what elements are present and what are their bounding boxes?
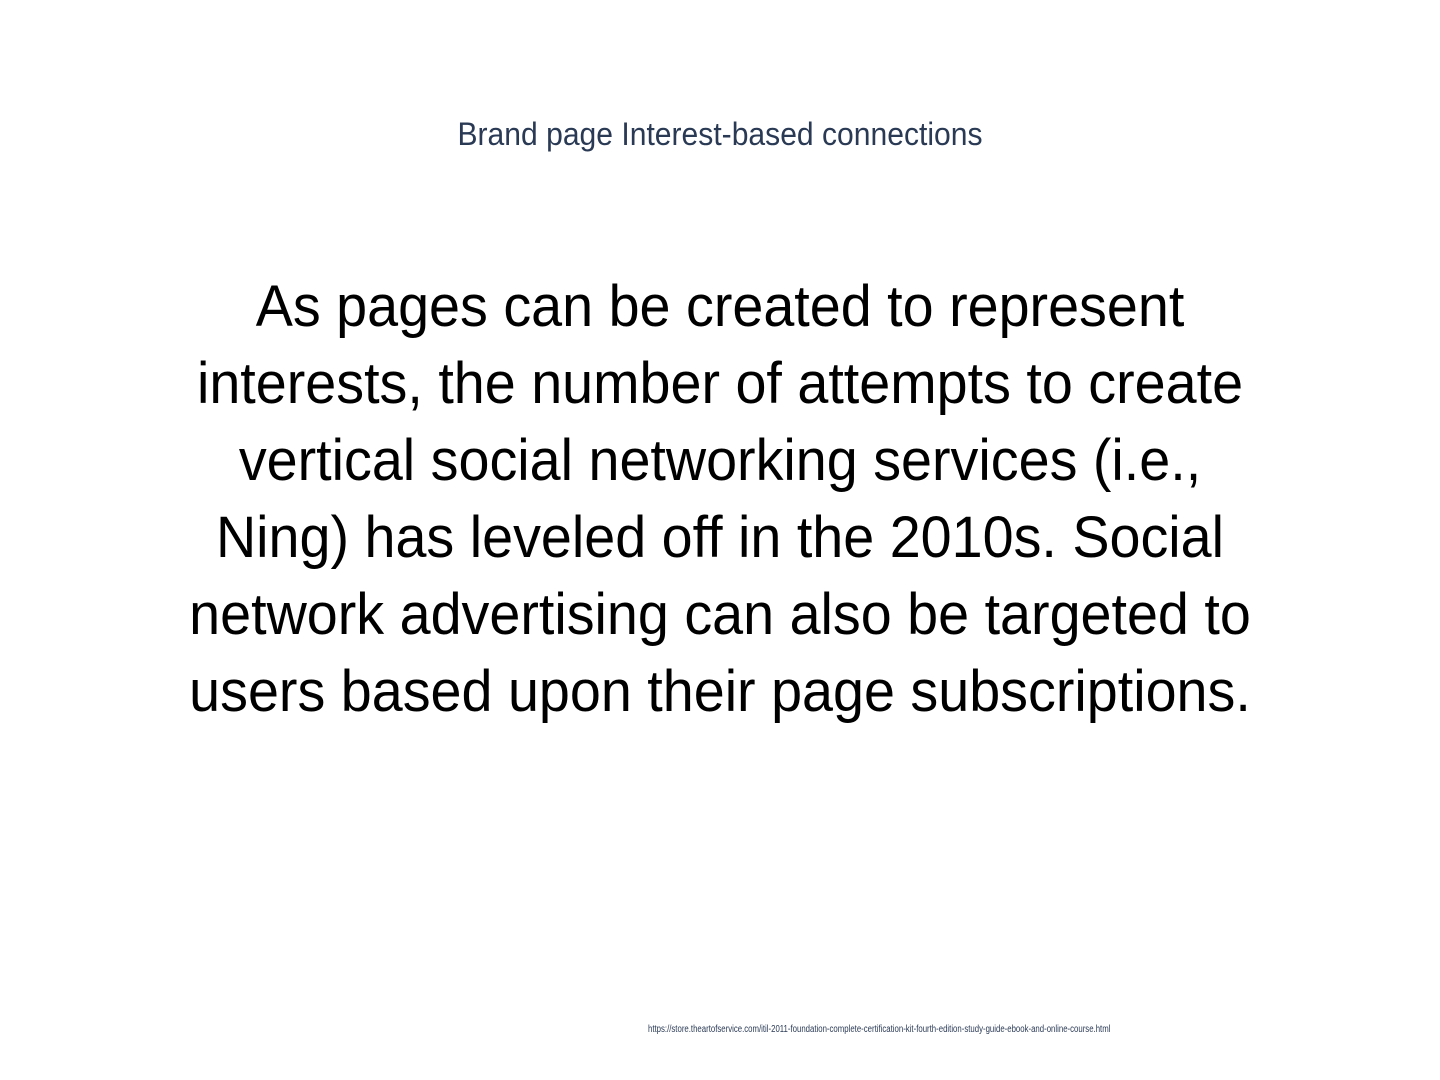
- footer-url-link[interactable]: https://store.theartofservice.com/itil-2011-foundation-complete-certification-kit-fourth-edition-study-guide-ebook-and-online-course.html: [648, 1024, 1111, 1035]
- slide-body-text: As pages can be created to represent interests, the number of attempts to create vertical social networking services (i.e., Ning) has leveled off in the 2010s. Social network advertising can also be targeted to users based upon their page subscriptions.: [189, 274, 1251, 724]
- slide-title: Brand page Interest-based connections: [457, 116, 983, 152]
